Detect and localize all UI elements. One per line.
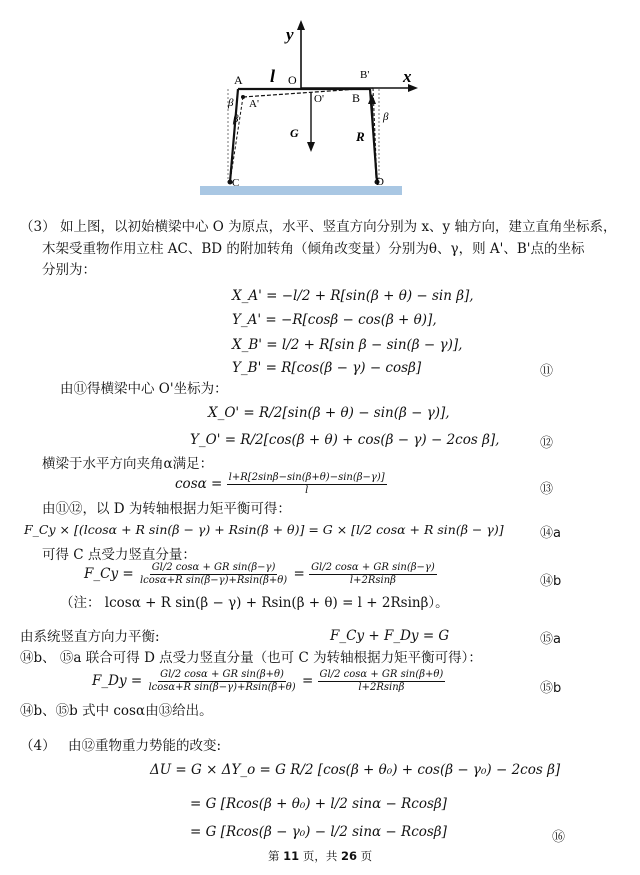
eq-14b-den2: l+2Rsinβ [349, 575, 396, 586]
p3-line1: 如上图，以初始横梁中心 O 为原点，水平、竖直方向分别为 x、y 轴方向，建立直角坐标系， [60, 219, 617, 235]
eq-15b-equals: = [301, 673, 314, 689]
eq-cos-lhs: cosα = [175, 476, 223, 492]
p4-line1: 由⑫重物重力势能的改变: [68, 738, 222, 754]
p4-eq3: = G [Rcos(β − γ₀) − l/2 sinα − Rcosβ] [190, 824, 447, 840]
point-a-prime [241, 95, 245, 99]
eq-15b-num2: Gl/2 cosα + GR sin(β+θ) [319, 669, 444, 680]
line-v: 由系统竖直方向力平衡: [20, 629, 160, 645]
page-footer [268, 848, 372, 864]
label-beta-left2: β [233, 113, 239, 125]
eq-xo: X_O' = R/2[sin(β + θ) − sin(β − γ)], [208, 405, 450, 421]
eq-15b-lhs: F_Dy = [92, 673, 143, 689]
eq-14a: F_Cy × [(lcosα + R sin(β − γ) + Rsin(β + θ)] = G × [l/2 cosα + R sin(β − γ)] [24, 522, 504, 537]
line-o: 由⑪得横梁中心 O'坐标为： [60, 381, 228, 397]
eq-14b-frac1 [138, 562, 289, 587]
label-l: l [270, 66, 276, 86]
eq-xa: X_A' = −l/2 + R[sin(β + θ) − sin β], [232, 288, 474, 304]
label-r: R [356, 129, 365, 144]
label-y: y [286, 25, 294, 44]
footer-post: 页 [360, 849, 373, 863]
line-alpha: 横梁于水平方向夹角α满足： [42, 456, 214, 472]
eq-15b-den2: l+2Rsinβ [358, 682, 405, 693]
p4-number: （4） [20, 738, 56, 754]
p4-eq2: = G [Rcos(β + θ₀) + l/2 sinα − Rcosβ] [190, 796, 447, 812]
p3-number: （3） [20, 219, 56, 235]
footer-page: 11 [283, 849, 300, 863]
tag-16: ⑯ [552, 830, 566, 845]
tag-12: ⑫ [540, 436, 554, 451]
label-x: x [403, 67, 412, 86]
eq-cos-den: l [305, 485, 309, 496]
eq-15b-den1: lcosα+R sin(β−γ)+Rsin(β+θ) [148, 682, 296, 693]
eq-cos-num: l+R[2sinβ−sin(β+θ)−sin(β−γ)] [228, 472, 385, 483]
eq-14b-frac2 [309, 562, 437, 587]
footer-pre: 第 [268, 849, 280, 863]
y-axis-arrow [297, 20, 305, 30]
line-d: 由⑪⑫，以 D 为转轴根据力矩平衡可得： [42, 501, 291, 517]
eq-14b-lhs: F_Cy = [84, 566, 134, 582]
label-a-prime: A' [249, 98, 259, 110]
footer-total: 26 [340, 849, 357, 863]
eq-yo: Y_O' = R/2[cos(β + θ) + cos(β − γ) − 2cos β], [190, 432, 500, 448]
line-15: ⑭b、 ⑮a 联合可得 D 点受力竖直分量（也可 C 为转轴根据力矩平衡可得）： [20, 650, 482, 666]
eq-15b-frac1 [146, 669, 297, 694]
label-o-prime: O' [314, 93, 324, 105]
label-g: G [290, 126, 299, 140]
tag-14a: ⑭a [540, 526, 561, 541]
tag-13: ⑬ [540, 482, 554, 497]
eq-15b [92, 669, 445, 694]
tag-15b: ⑮b [540, 681, 562, 696]
gravity-arrowhead [307, 142, 315, 152]
footer-mid: 页，共 [302, 849, 338, 863]
p3-line3: 分别为： [42, 262, 96, 278]
eq-14b [84, 562, 437, 587]
eq-14b-num2: Gl/2 cosα + GR sin(β−γ) [311, 562, 435, 573]
frame-diagram [190, 18, 420, 200]
line-c: 可得 C 点受力竖直分量： [42, 547, 196, 563]
label-o: O [288, 73, 297, 87]
eq-ya: Y_A' = −R[cosβ − cos(β + θ)], [232, 312, 437, 328]
label-b: B [352, 91, 361, 105]
label-beta-right: β [383, 111, 389, 123]
label-d: D [376, 176, 384, 188]
label-beta-left: β [228, 97, 234, 109]
eq-cos-frac [227, 472, 387, 497]
p3-line2: 木架受重物作用立柱 AC、BD 的附加转角（倾角改变量）分别为θ、γ，则 A'、B'点的坐标 [42, 241, 585, 257]
eq-xb: X_B' = l/2 + R[sin β − sin(β − γ)], [232, 337, 463, 353]
label-a: A [234, 73, 243, 87]
eq-15b-num1: Gl/2 cosα + GR sin(β+θ) [160, 669, 284, 680]
label-c: C [232, 177, 240, 189]
line-end: ⑭b、⑮b 式中 cosα由⑬给出。 [20, 703, 213, 719]
p4-eq1: ΔU = G × ΔY_o = G R/2 [cos(β + θ₀) + cos(β − γ₀) − 2cos β] [150, 762, 561, 778]
eq-15a: F_Cy + F_Dy = G [330, 628, 450, 644]
eq-yb: Y_B' = R[cos(β − γ) − cosβ] [232, 360, 422, 376]
tag-11: ⑪ [540, 364, 554, 379]
ground [200, 186, 402, 195]
label-b-prime: B' [360, 69, 370, 81]
tag-15a: ⑮a [540, 632, 561, 647]
eq-cos [175, 472, 387, 497]
tag-14b: ⑭b [540, 574, 562, 589]
eq-14b-equals: = [293, 566, 305, 582]
eq-14b-num1: Gl/2 cosα + GR sin(β−γ) [151, 562, 276, 573]
note: （注： lcosα + R sin(β − γ) + Rsin(β + θ) = l + 2Rsinβ）。 [60, 595, 449, 611]
eq-15b-frac2 [318, 669, 446, 694]
eq-14b-den1: lcosα+R sin(β−γ)+Rsin(β+θ) [139, 575, 288, 586]
r-arrowhead [368, 94, 376, 104]
